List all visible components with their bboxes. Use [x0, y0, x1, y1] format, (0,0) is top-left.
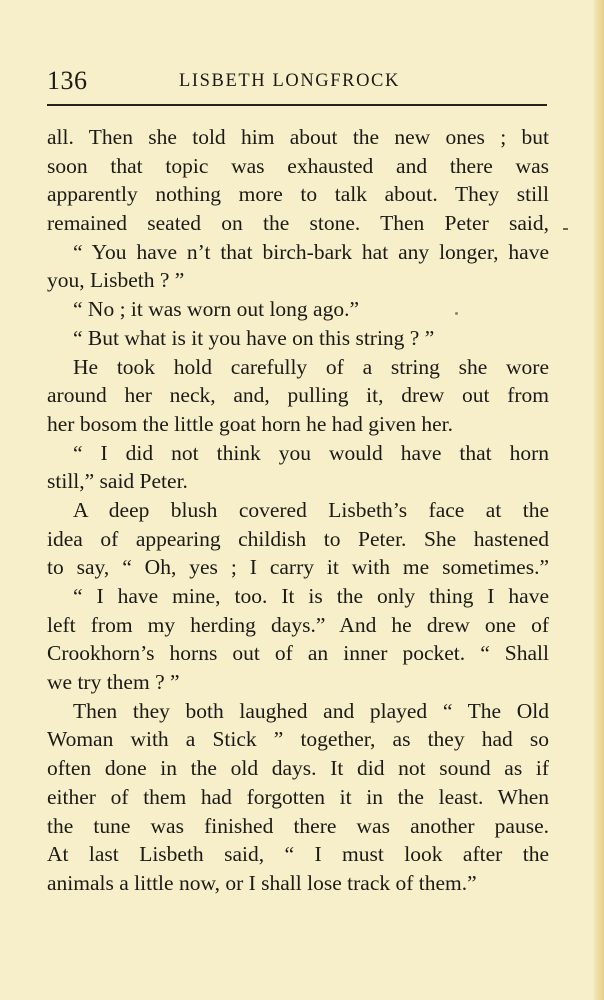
text-line: often done in the old days. It did not sound as if [47, 756, 549, 781]
text-line: Crookhorn’s horns out of an inner pocket. “ Shall [47, 641, 549, 666]
text-line: around her neck, and, pulling it, drew out from [47, 383, 549, 408]
text-line: Woman with a Stick ” together, as they had so [47, 727, 549, 752]
margin-mark [563, 228, 568, 230]
text-line: her bosom the little goat horn he had given her. [47, 411, 454, 436]
page-edge [594, 0, 604, 1000]
header-rule [47, 104, 547, 106]
text-line: “ No ; it was worn out long ago.” [73, 297, 360, 322]
running-title: LISBETH LONGFROCK [179, 71, 400, 91]
text-line: “ You have n’t that birch-bark hat any longer, have [73, 239, 549, 264]
text-line: “ I did not think you would have that horn [73, 440, 549, 465]
text-line: remained seated on the stone. Then Peter said, [47, 211, 549, 236]
text-line: left from my herding days.” And he drew one of [47, 612, 549, 637]
speck-mark [455, 312, 458, 315]
text-line: idea of appearing childish to Peter. She hastened [47, 526, 549, 551]
text-line: you, Lisbeth ? ” [47, 268, 185, 293]
text-line: either of them had forgotten it in the least. When [47, 784, 549, 809]
text-line: A deep blush covered Lisbeth’s face at the [73, 497, 549, 522]
text-line: “ But what is it you have on this string ? ” [73, 325, 435, 350]
text-line: to say, “ Oh, yes ; I carry it with me sometimes.” [47, 555, 549, 580]
text-line: apparently nothing more to talk about. They still [47, 182, 549, 207]
text-line: At last Lisbeth said, “ I must look after the [47, 842, 549, 867]
text-line: “ I have mine, too. It is the only thing I have [73, 584, 549, 608]
text-line: the tune was finished there was another pause. [47, 813, 549, 838]
text-line: we try them ? ” [47, 670, 180, 695]
text-line: soon that topic was exhausted and there was [47, 153, 549, 178]
page-number: 136 [47, 66, 88, 95]
body-text [47, 123, 549, 898]
text-line: animals a little now, or I shall lose track of them.” [47, 870, 477, 895]
text-line: He took hold carefully of a string she wore [73, 354, 549, 379]
page-header [47, 66, 547, 100]
text-line: still,” said Peter. [47, 469, 188, 494]
text-line: all. Then she told him about the new ones ; but [47, 125, 549, 149]
text-line: Then they both laughed and played “ The Old [73, 698, 549, 723]
